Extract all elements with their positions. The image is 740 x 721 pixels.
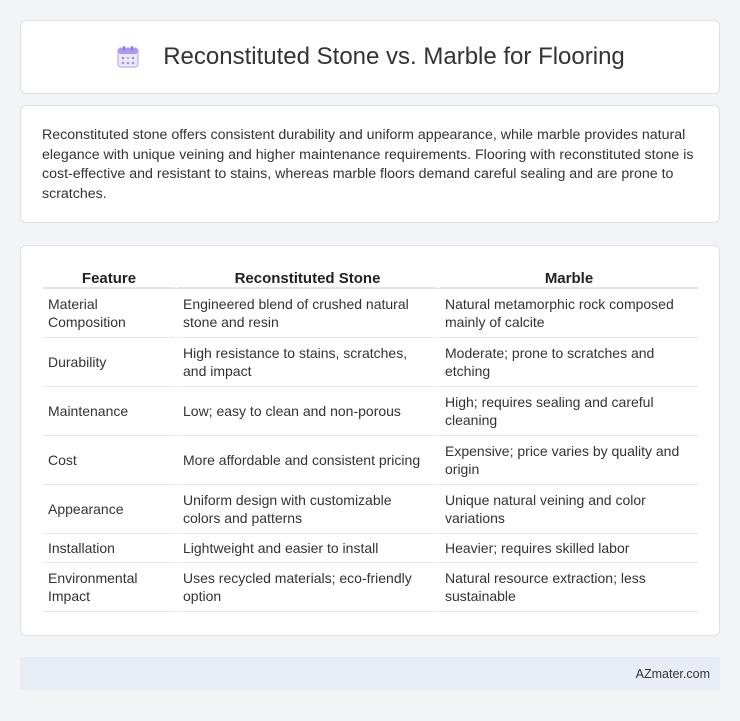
header-feature: Feature <box>43 266 175 289</box>
feature-cell: Environmental Impact <box>43 563 175 612</box>
calendar-icon <box>115 44 141 70</box>
table-row <box>43 338 698 387</box>
intro-text: Reconstituted stone offers consistent durability and uniform appearance, while marble provides natural elegance with unique veining and higher maintenance requirements. Flooring with reconstituted stone is cost-effective and resistant to stains, whereas marble floors demand careful sealing and are prone to scratches. <box>42 127 694 202</box>
reconstituted-stone-cell: Engineered blend of crushed natural stone and resin <box>175 289 437 338</box>
feature-cell: Material Composition <box>43 289 175 338</box>
feature-cell: Maintenance <box>43 387 175 436</box>
marble-cell: Natural metamorphic rock composed mainly of calcite <box>437 289 698 338</box>
marble-cell: Moderate; prone to scratches and etching <box>437 338 698 387</box>
table-header-row <box>43 266 698 289</box>
reconstituted-stone-cell: Uniform design with customizable colors and patterns <box>175 485 437 534</box>
comparison-table <box>43 266 698 612</box>
feature-cell: Appearance <box>43 485 175 534</box>
table-row <box>43 485 698 534</box>
reconstituted-stone-cell: Low; easy to clean and non-porous <box>175 387 437 436</box>
footer <box>20 657 720 690</box>
page-title: Reconstituted Stone vs. Marble for Flooring <box>163 43 625 70</box>
reconstituted-stone-cell: Lightweight and easier to install <box>175 534 437 563</box>
comparison-card <box>20 245 720 636</box>
table-row <box>43 387 698 436</box>
marble-cell: Unique natural veining and color variations <box>437 485 698 534</box>
header-marble: Marble <box>437 266 698 289</box>
marble-cell: Natural resource extraction; less sustainable <box>437 563 698 612</box>
footer-brand: AZmater.com <box>635 666 710 681</box>
reconstituted-stone-cell: More affordable and consistent pricing <box>175 436 437 485</box>
table-row <box>43 289 698 338</box>
feature-cell: Durability <box>43 338 175 387</box>
title-card <box>20 20 720 94</box>
marble-cell: Heavier; requires skilled labor <box>437 534 698 563</box>
feature-cell: Installation <box>43 534 175 563</box>
feature-cell: Cost <box>43 436 175 485</box>
marble-cell: Expensive; price varies by quality and origin <box>437 436 698 485</box>
reconstituted-stone-cell: Uses recycled materials; eco-friendly option <box>175 563 437 612</box>
table-row <box>43 534 698 563</box>
intro-card <box>20 105 720 223</box>
table-row <box>43 563 698 612</box>
header-reconstituted-stone: Reconstituted Stone <box>175 266 437 289</box>
reconstituted-stone-cell: High resistance to stains, scratches, and impact <box>175 338 437 387</box>
marble-cell: High; requires sealing and careful cleaning <box>437 387 698 436</box>
table-row <box>43 436 698 485</box>
